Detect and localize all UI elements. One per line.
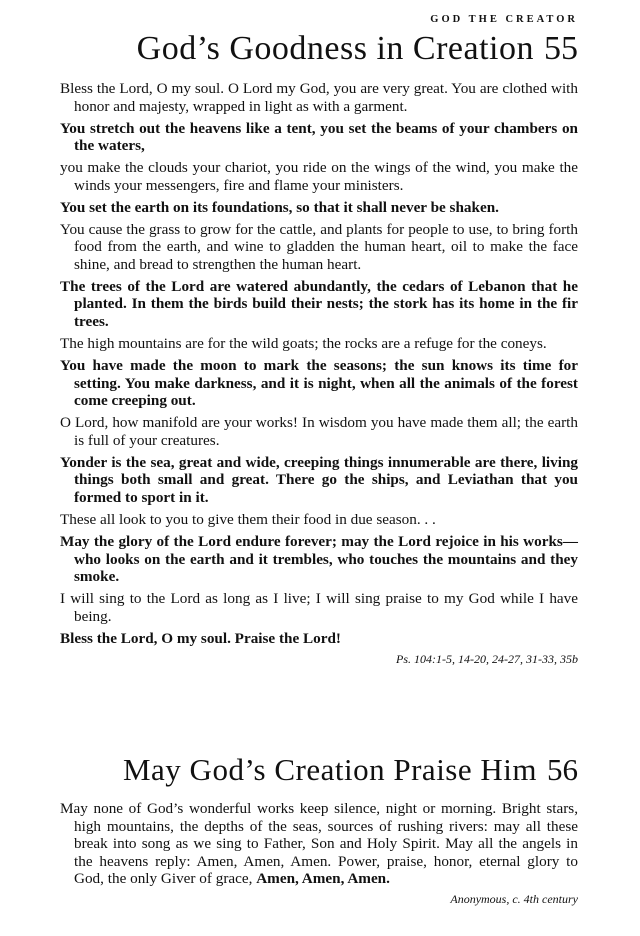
stanza: May the glory of the Lord endure forever; may the Lord rejoice in his works—who looks on the earth and it trembles, who touches the mountains and they smoke. — [60, 532, 578, 586]
stanza: you make the clouds your chariot, you ride on the wings of the wind, you make the winds your messengers, fire and flame your ministers. — [60, 159, 578, 194]
stanza: You stretch out the heavens like a tent, you set the beams of your chambers on the waters, — [60, 119, 578, 155]
hymn-56-title — [0, 752, 578, 788]
hymn-55-title — [0, 30, 578, 68]
stanza: The high mountains are for the wild goats; the rocks are a refuge for the coneys. — [60, 335, 547, 353]
hymn-number: 56 — [547, 752, 578, 787]
stanza: Yonder is the sea, great and wide, creeping things innumerable are there, living things both small and great. There go the ships, and Leviathan that you formed to sport in it. — [60, 453, 578, 506]
stanza-list — [60, 80, 578, 647]
stanza: You set the earth on its foundations, so that it shall never be shaken. — [60, 198, 499, 216]
stanza: I will sing to the Lord as long as I live; I will sing praise to my God while I have being. — [60, 590, 578, 625]
hymn-text: May none of God’s wonderful works keep silence, night or morning. Bright stars, high mountains, the depths of the seas, sources of rushing rivers: may all these break into song as we sing to Father, Son and Holy Spirit. May all the angels in the heavens reply: Amen, Amen, Amen. Power, praise, honor, eternal glory to God, the only Giver of grace, — [60, 800, 578, 888]
stanza: The trees of the Lord are watered abundantly, the cedars of Lebanon that he planted. In them the birds build their nests; the stork has its home in the fir trees. — [60, 277, 578, 331]
hymn-55-body — [60, 80, 578, 667]
hymn-citation: Anonymous, c. 4th century — [450, 892, 578, 907]
stanza: You cause the grass to grow for the cattle, and plants for people to use, to bring forth food from the earth, and wine to gladden the human heart, oil to make the face shine, and bread to strengthen the human heart. — [60, 220, 578, 273]
hymn-56-body — [60, 800, 578, 907]
stanza: Bless the Lord, O my soul. Praise the Lord! — [60, 629, 341, 647]
stanza: You have made the moon to mark the seasons; the sun knows its time for setting. You make darkness, and it is night, when all the animals of the forest come creeping out. — [60, 357, 578, 410]
stanza: These all look to you to give them their food in due season. . . — [60, 510, 436, 528]
hymn-number: 55 — [544, 30, 578, 67]
hymn-title-text: God’s Goodness in Creation — [136, 30, 534, 67]
hymn-title-text: May God’s Creation Praise Him — [122, 752, 537, 787]
hymn-paragraph — [60, 800, 578, 888]
amen-text: Amen, Amen, Amen. — [256, 870, 390, 888]
stanza: O Lord, how manifold are your works! In wisdom you have made them all; the earth is full of your creatures. — [60, 414, 578, 449]
stanza: Bless the Lord, O my soul. O Lord my God, you are very great. You are clothed with honor and majesty, wrapped in light as with a garment. — [60, 80, 578, 115]
running-head: GOD THE CREATOR — [430, 14, 578, 25]
hymn-citation: Ps. 104:1-5, 14-20, 24-27, 31-33, 35b — [396, 651, 578, 666]
